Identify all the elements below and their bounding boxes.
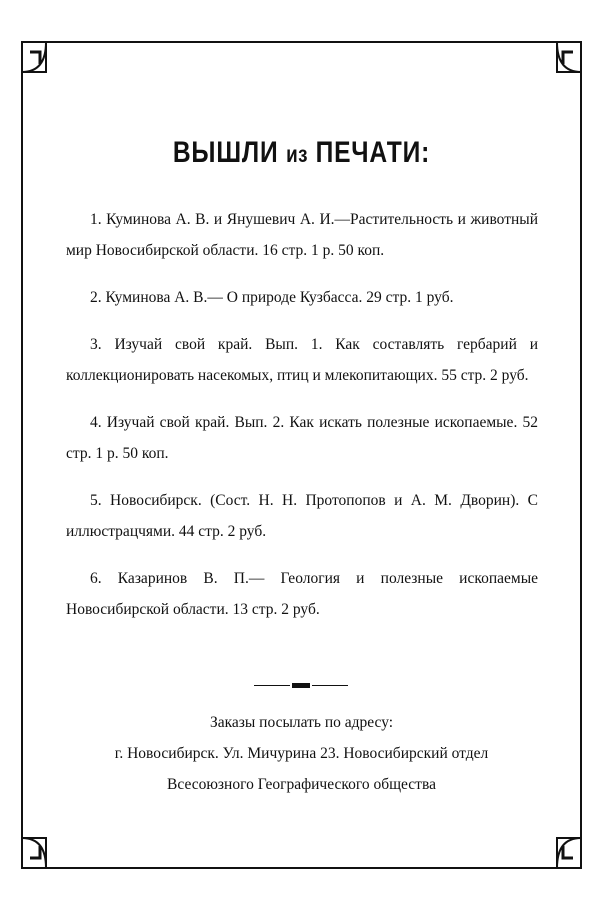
title-word-last: ПЕЧАТИ: xyxy=(315,136,431,169)
corner-ornament-bottom-left xyxy=(22,838,46,868)
title-word-middle: из xyxy=(286,141,308,167)
list-item: 4. Изучай свой край. Вып. 2. Как искать полезные ископаемые. 52 стр. 1 р. 50 коп. xyxy=(66,414,538,462)
list-item: 6. Казаринов В. П.— Геология и полезные ископаемые Новосибирской области. 13 стр. 2 руб. xyxy=(66,570,538,618)
list-item: 3. Изучай свой край. Вып. 1. Как составлять гербарий и коллекционировать насекомых, птиц и млекопитающих. 55 стр. 2 руб. xyxy=(66,336,538,384)
corner-ornament-bottom-right xyxy=(557,838,581,868)
corner-ornament-top-right xyxy=(557,42,581,72)
order-address: г. Новосибирск. Ул. Мичурина 23. Новосибирский отдел xyxy=(114,745,489,762)
list-item: 2. Куминова А. В.— О природе Кузбасса. 29 стр. 1 руб. xyxy=(90,289,454,306)
list-item: 1. Куминова А. В. и Янушевич А. И.—Растительность и животный мир Новосибирской области. 16 стр. 1 р. 50 коп. xyxy=(66,211,538,259)
page-title xyxy=(54,136,548,170)
order-info xyxy=(0,707,603,800)
divider xyxy=(254,683,348,689)
corner-ornament-top-left xyxy=(22,42,46,72)
list-item: 5. Новосибирск. (Сост. Н. Н. Протопопов и А. М. Дворин). С иллюстрацчями. 44 стр. 2 руб. xyxy=(66,492,538,540)
title-word-main: ВЫШЛИ xyxy=(172,136,279,169)
publication-list xyxy=(66,204,538,641)
order-heading: Заказы посылать по адресу: xyxy=(209,714,394,731)
order-organization: Всесоюзного Географического общества xyxy=(167,776,436,793)
